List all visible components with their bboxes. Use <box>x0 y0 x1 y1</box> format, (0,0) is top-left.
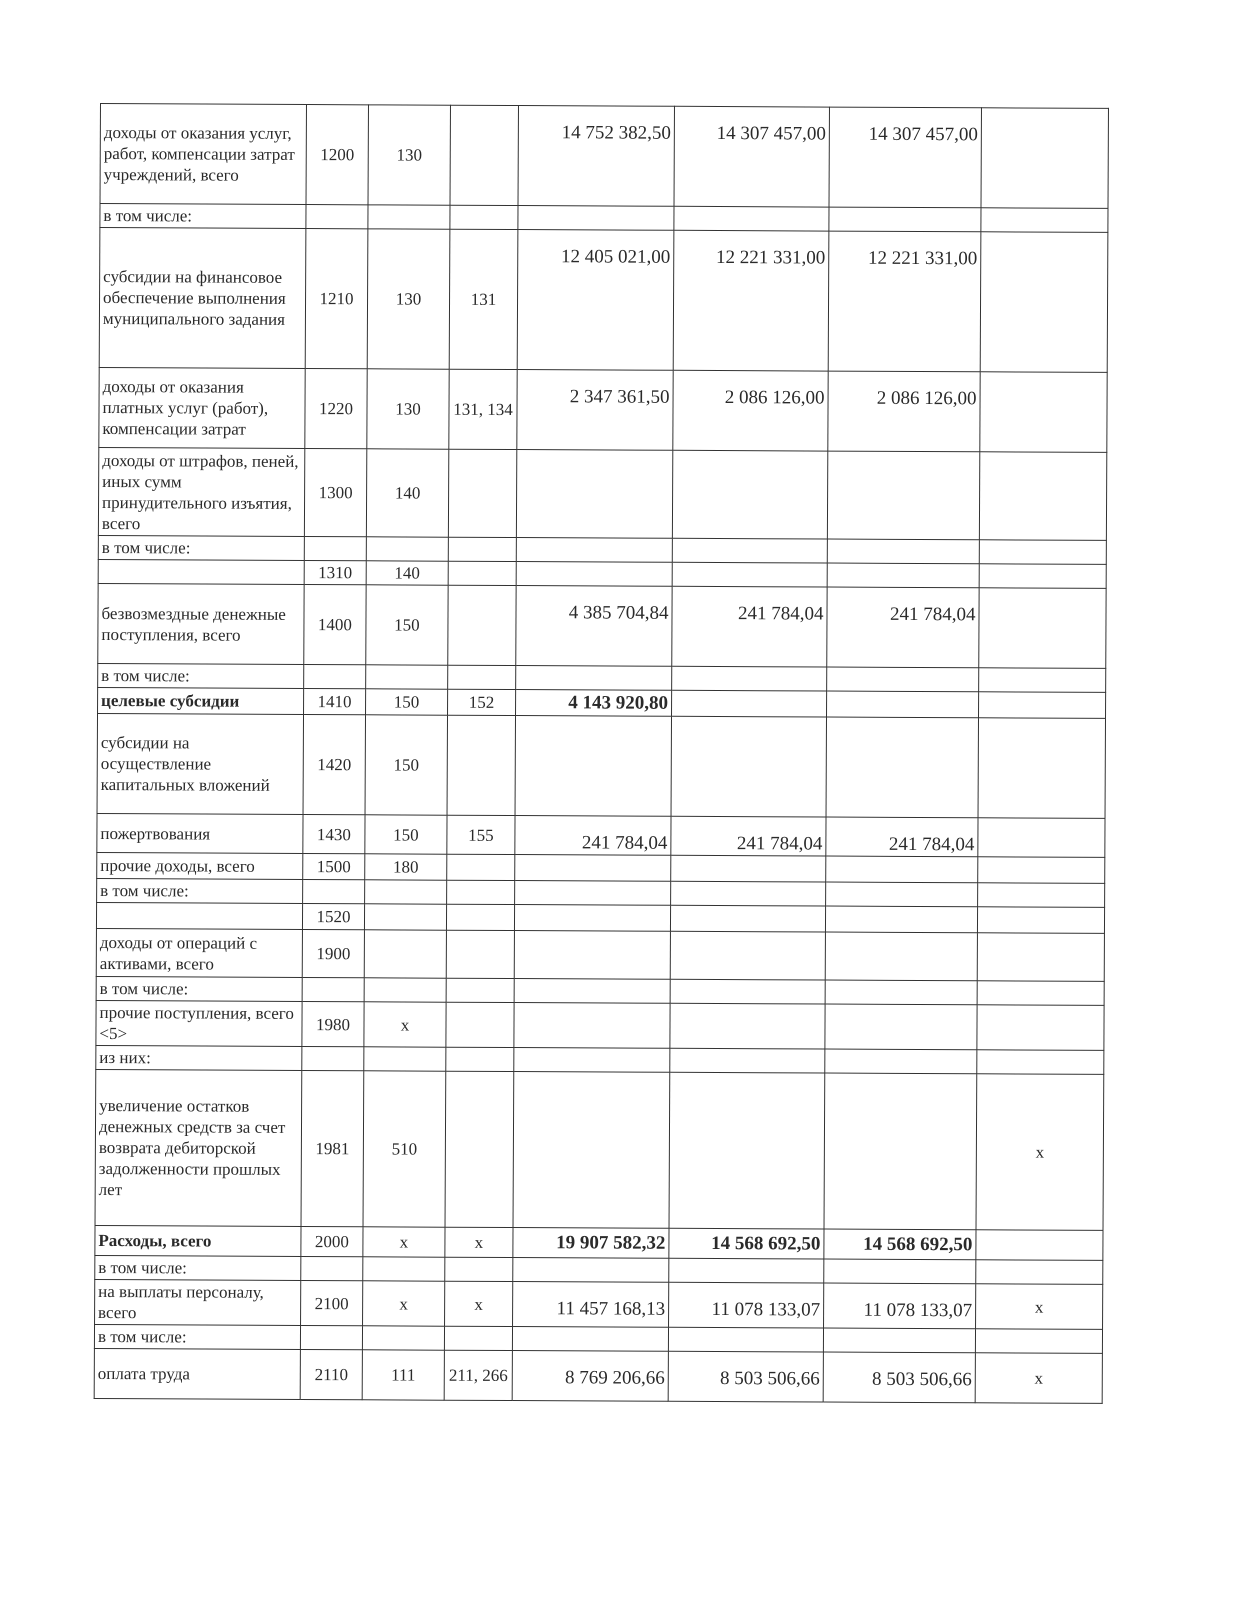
row-value-out-of-plan: x <box>976 1284 1103 1330</box>
row-kbk-code: 130 <box>367 369 449 449</box>
row-name: доходы от штрафов, пеней, иных сумм принудительного изъятия, всего <box>98 447 304 536</box>
row-value-next-year <box>672 690 827 717</box>
row-value-current-year <box>514 905 670 932</box>
row-value-current-year: 2 347 361,50 <box>517 370 673 451</box>
table-body <box>94 104 1108 1404</box>
row-kbk-code <box>364 978 446 1002</box>
row-name: пожертвования <box>97 813 303 853</box>
row-value-out-of-plan <box>978 818 1105 858</box>
row-kosgu-code <box>444 1326 512 1350</box>
row-value-next-year <box>670 979 825 1004</box>
row-value-out-of-plan: x <box>975 1353 1102 1404</box>
row-kosgu-code: x <box>445 1281 513 1326</box>
row-kbk-code <box>366 537 448 561</box>
row-kbk-code: x <box>364 1002 446 1047</box>
row-line-code: 1980 <box>302 1001 364 1046</box>
row-value-out-of-plan <box>979 540 1106 565</box>
row-value-next-year <box>674 206 829 231</box>
row-kbk-code <box>362 1326 444 1350</box>
row-value-current-year: 11 457 168,13 <box>513 1282 669 1328</box>
row-line-code <box>303 879 365 903</box>
row-value-next-year <box>670 931 825 980</box>
table-row <box>98 447 1106 540</box>
row-value-current-year <box>514 1048 670 1073</box>
row-line-code: 1200 <box>306 105 368 205</box>
row-kosgu-code <box>446 904 514 930</box>
row-value-current-year <box>514 931 670 980</box>
row-kosgu-code <box>450 105 518 205</box>
row-kbk-code: 150 <box>365 715 447 815</box>
row-line-code <box>302 1046 364 1070</box>
row-kbk-code: 130 <box>368 105 450 205</box>
row-line-code <box>304 665 366 689</box>
row-name: в том числе: <box>94 1324 300 1349</box>
row-kbk-code: x <box>363 1281 445 1326</box>
row-kbk-code <box>364 1047 446 1071</box>
row-value-current-year <box>512 1327 668 1352</box>
row-line-code: 1981 <box>301 1070 364 1226</box>
row-value-out-of-plan <box>976 1230 1103 1261</box>
row-value-current-year: 4 385 704,84 <box>516 586 672 667</box>
row-kosgu-code <box>446 978 514 1002</box>
row-value-second-year <box>825 906 977 933</box>
row-value-next-year <box>670 905 825 932</box>
row-value-second-year <box>825 980 977 1005</box>
row-name: Расходы, всего <box>95 1225 301 1256</box>
row-value-second-year <box>824 1073 977 1230</box>
row-value-second-year: 11 078 133,07 <box>824 1283 976 1329</box>
row-value-next-year: 14 307 457,00 <box>674 106 829 207</box>
row-value-current-year <box>518 206 674 231</box>
table-row <box>95 1279 1103 1329</box>
row-value-current-year <box>515 855 671 882</box>
row-value-out-of-plan <box>980 232 1108 373</box>
row-value-out-of-plan <box>976 1260 1103 1285</box>
table-row <box>95 1069 1104 1230</box>
row-value-out-of-plan <box>979 668 1106 693</box>
row-name <box>96 902 302 929</box>
row-kbk-code: 150 <box>366 689 448 715</box>
row-value-second-year <box>827 667 979 692</box>
row-name: безвозмездные денежные поступления, всего <box>98 583 304 664</box>
row-value-second-year <box>826 856 978 883</box>
row-value-out-of-plan <box>978 718 1105 819</box>
row-kbk-code: 150 <box>365 815 447 854</box>
row-value-second-year <box>827 451 979 540</box>
row-kosgu-code <box>447 880 515 904</box>
row-kbk-code <box>365 880 447 904</box>
row-value-second-year <box>826 717 978 818</box>
row-kbk-code: 140 <box>366 449 448 537</box>
row-line-code: 1220 <box>305 369 367 449</box>
row-kbk-code <box>366 665 448 689</box>
row-value-out-of-plan <box>978 857 1105 884</box>
row-value-out-of-plan <box>977 1005 1104 1051</box>
row-line-code <box>306 205 368 229</box>
row-value-out-of-plan: x <box>976 1074 1104 1231</box>
row-value-out-of-plan <box>979 692 1106 719</box>
row-kbk-code: 130 <box>367 229 450 369</box>
row-value-next-year: 2 086 126,00 <box>673 370 828 451</box>
row-name: из них: <box>96 1045 302 1070</box>
row-value-next-year <box>672 538 827 563</box>
row-name: доходы от оказания услуг, работ, компенсации затрат учреждений, всего <box>100 104 306 205</box>
row-value-current-year: 4 143 920,80 <box>516 690 672 717</box>
row-value-next-year <box>668 1327 823 1352</box>
row-line-code: 1400 <box>304 585 366 665</box>
row-value-current-year: 8 769 206,66 <box>512 1351 668 1402</box>
row-kbk-code: 150 <box>366 585 448 665</box>
row-name: целевые субсидии <box>98 687 304 714</box>
row-name: в том числе: <box>96 976 302 1001</box>
row-line-code <box>304 537 366 561</box>
row-value-current-year <box>514 1003 670 1049</box>
row-name: оплата труда <box>94 1348 300 1399</box>
row-value-second-year: 8 503 506,66 <box>823 1352 975 1403</box>
row-value-next-year <box>669 1258 824 1283</box>
row-name: субсидии на осуществление капитальных вложений <box>97 713 303 814</box>
row-value-out-of-plan <box>981 208 1108 233</box>
row-kosgu-code: 131 <box>449 229 518 369</box>
row-value-next-year: 14 568 692,50 <box>669 1228 824 1259</box>
row-kosgu-code <box>450 205 518 229</box>
row-name: прочие поступления, всего <5> <box>96 1000 302 1046</box>
row-kosgu-code <box>445 1257 513 1281</box>
row-value-next-year <box>669 1072 825 1229</box>
row-line-code: 2100 <box>301 1280 363 1325</box>
row-kosgu-code: 155 <box>447 815 515 854</box>
row-kbk-code: 510 <box>363 1071 446 1227</box>
row-name: увеличение остатков денежных средств за счет возврата дебиторской задолженности прошлых лет <box>95 1069 302 1226</box>
row-line-code: 1420 <box>303 715 365 815</box>
table-row <box>99 228 1108 373</box>
row-name: в том числе: <box>100 204 306 229</box>
row-value-out-of-plan <box>980 372 1107 453</box>
row-kbk-code: 180 <box>365 854 447 880</box>
row-value-second-year: 14 307 457,00 <box>829 107 981 208</box>
row-value-next-year <box>670 1048 825 1073</box>
row-line-code: 1310 <box>304 561 366 585</box>
row-name: в том числе: <box>95 1255 301 1280</box>
table-row <box>95 1225 1103 1260</box>
row-name: прочие доходы, всего <box>97 852 303 879</box>
row-value-second-year <box>829 207 981 232</box>
row-name: в том числе: <box>98 535 304 560</box>
row-value-current-year <box>513 1072 670 1229</box>
row-value-next-year <box>671 855 826 882</box>
row-name: на выплаты персоналу, всего <box>95 1279 301 1325</box>
row-value-second-year <box>824 1259 976 1284</box>
row-kbk-code <box>363 1257 445 1281</box>
row-value-next-year <box>670 1003 825 1049</box>
row-value-current-year <box>516 450 672 539</box>
row-value-second-year <box>827 563 979 588</box>
budget-table-page <box>94 103 1109 1404</box>
row-line-code <box>300 1325 362 1349</box>
row-value-next-year: 8 503 506,66 <box>668 1351 823 1402</box>
row-value-current-year <box>515 881 671 906</box>
row-value-next-year: 241 784,04 <box>672 586 827 667</box>
row-value-next-year <box>672 666 827 691</box>
row-kosgu-code <box>448 449 516 537</box>
row-value-second-year <box>827 539 979 564</box>
row-value-next-year: 11 078 133,07 <box>669 1282 824 1328</box>
table-row <box>94 1348 1102 1403</box>
row-value-second-year <box>826 882 978 907</box>
row-line-code <box>302 977 364 1001</box>
row-kosgu-code: 211, 266 <box>444 1350 512 1400</box>
row-line-code <box>301 1256 363 1280</box>
row-name: в том числе: <box>98 663 304 688</box>
row-kbk-code <box>364 930 446 978</box>
row-value-next-year <box>671 881 826 906</box>
row-value-out-of-plan <box>979 588 1106 669</box>
row-kosgu-code <box>448 561 516 585</box>
row-value-second-year <box>823 1328 975 1353</box>
row-value-current-year <box>515 716 671 817</box>
row-value-second-year <box>827 691 979 718</box>
row-value-current-year <box>516 538 672 563</box>
row-value-next-year: 12 221 331,00 <box>673 230 829 371</box>
row-value-out-of-plan <box>977 1050 1104 1075</box>
table-row <box>100 104 1108 209</box>
row-line-code: 1300 <box>304 449 366 537</box>
row-value-out-of-plan <box>975 1329 1102 1354</box>
row-line-code: 1410 <box>304 689 366 715</box>
row-name: субсидии на финансовое обеспечение выполнения муниципального задания <box>99 228 306 369</box>
row-value-out-of-plan <box>979 452 1106 541</box>
row-kosgu-code <box>446 1002 514 1047</box>
table-row <box>96 928 1104 981</box>
row-name <box>98 559 304 584</box>
row-value-current-year: 19 907 582,32 <box>513 1228 669 1259</box>
row-line-code: 1520 <box>302 903 364 929</box>
row-kosgu-code <box>446 930 514 978</box>
row-value-current-year <box>513 1258 669 1283</box>
row-value-out-of-plan <box>978 883 1105 908</box>
row-value-current-year: 12 405 021,00 <box>517 230 674 371</box>
row-kosgu-code <box>446 1047 514 1071</box>
row-value-second-year <box>825 1004 977 1050</box>
row-value-second-year: 14 568 692,50 <box>824 1229 976 1260</box>
row-kosgu-code: 131, 134 <box>449 369 517 449</box>
row-kbk-code: 140 <box>366 561 448 585</box>
row-kbk-code: x <box>363 1227 445 1257</box>
row-value-current-year <box>514 979 670 1004</box>
row-kosgu-code <box>448 537 516 561</box>
row-kbk-code: 111 <box>362 1350 444 1400</box>
table-row <box>97 713 1105 818</box>
row-name: доходы от оказания платных услуг (работ), компенсации затрат <box>99 367 305 448</box>
row-value-current-year: 241 784,04 <box>515 816 671 856</box>
row-value-second-year <box>825 932 977 981</box>
row-kosgu-code <box>447 854 515 880</box>
row-value-second-year <box>825 1049 977 1074</box>
row-value-next-year <box>672 450 827 539</box>
row-value-out-of-plan <box>977 933 1104 982</box>
row-value-second-year: 12 221 331,00 <box>828 231 981 372</box>
row-line-code: 1210 <box>305 229 368 369</box>
row-value-out-of-plan <box>977 907 1104 934</box>
row-kosgu-code: x <box>445 1227 513 1257</box>
row-kosgu-code: 152 <box>448 689 516 715</box>
row-line-code: 2110 <box>300 1349 362 1399</box>
row-value-current-year <box>516 666 672 691</box>
row-value-current-year <box>516 562 672 587</box>
row-value-current-year: 14 752 382,50 <box>518 106 674 207</box>
budget-table <box>94 103 1109 1404</box>
row-value-next-year <box>672 562 827 587</box>
table-row <box>98 583 1106 668</box>
row-kosgu-code <box>448 585 516 665</box>
row-name: доходы от операций с активами, всего <box>96 928 302 977</box>
row-value-next-year <box>671 716 826 817</box>
row-value-out-of-plan <box>977 981 1104 1006</box>
row-value-next-year: 241 784,04 <box>671 816 826 856</box>
row-kbk-code <box>364 904 446 930</box>
row-value-second-year: 241 784,04 <box>827 587 979 668</box>
row-value-out-of-plan <box>981 108 1108 209</box>
row-value-second-year: 241 784,04 <box>826 817 978 857</box>
row-kosgu-code <box>445 1071 514 1227</box>
table-row <box>99 367 1107 452</box>
row-line-code: 2000 <box>301 1226 363 1256</box>
row-name: в том числе: <box>97 878 303 903</box>
row-kbk-code <box>368 205 450 229</box>
row-kosgu-code <box>448 665 516 689</box>
table-row <box>97 813 1105 857</box>
row-line-code: 1430 <box>303 815 365 854</box>
row-kosgu-code <box>447 715 515 815</box>
table-row <box>96 1000 1104 1050</box>
row-value-out-of-plan <box>979 564 1106 589</box>
row-line-code: 1900 <box>302 929 364 977</box>
row-value-second-year: 2 086 126,00 <box>828 371 980 452</box>
row-line-code: 1500 <box>303 854 365 880</box>
